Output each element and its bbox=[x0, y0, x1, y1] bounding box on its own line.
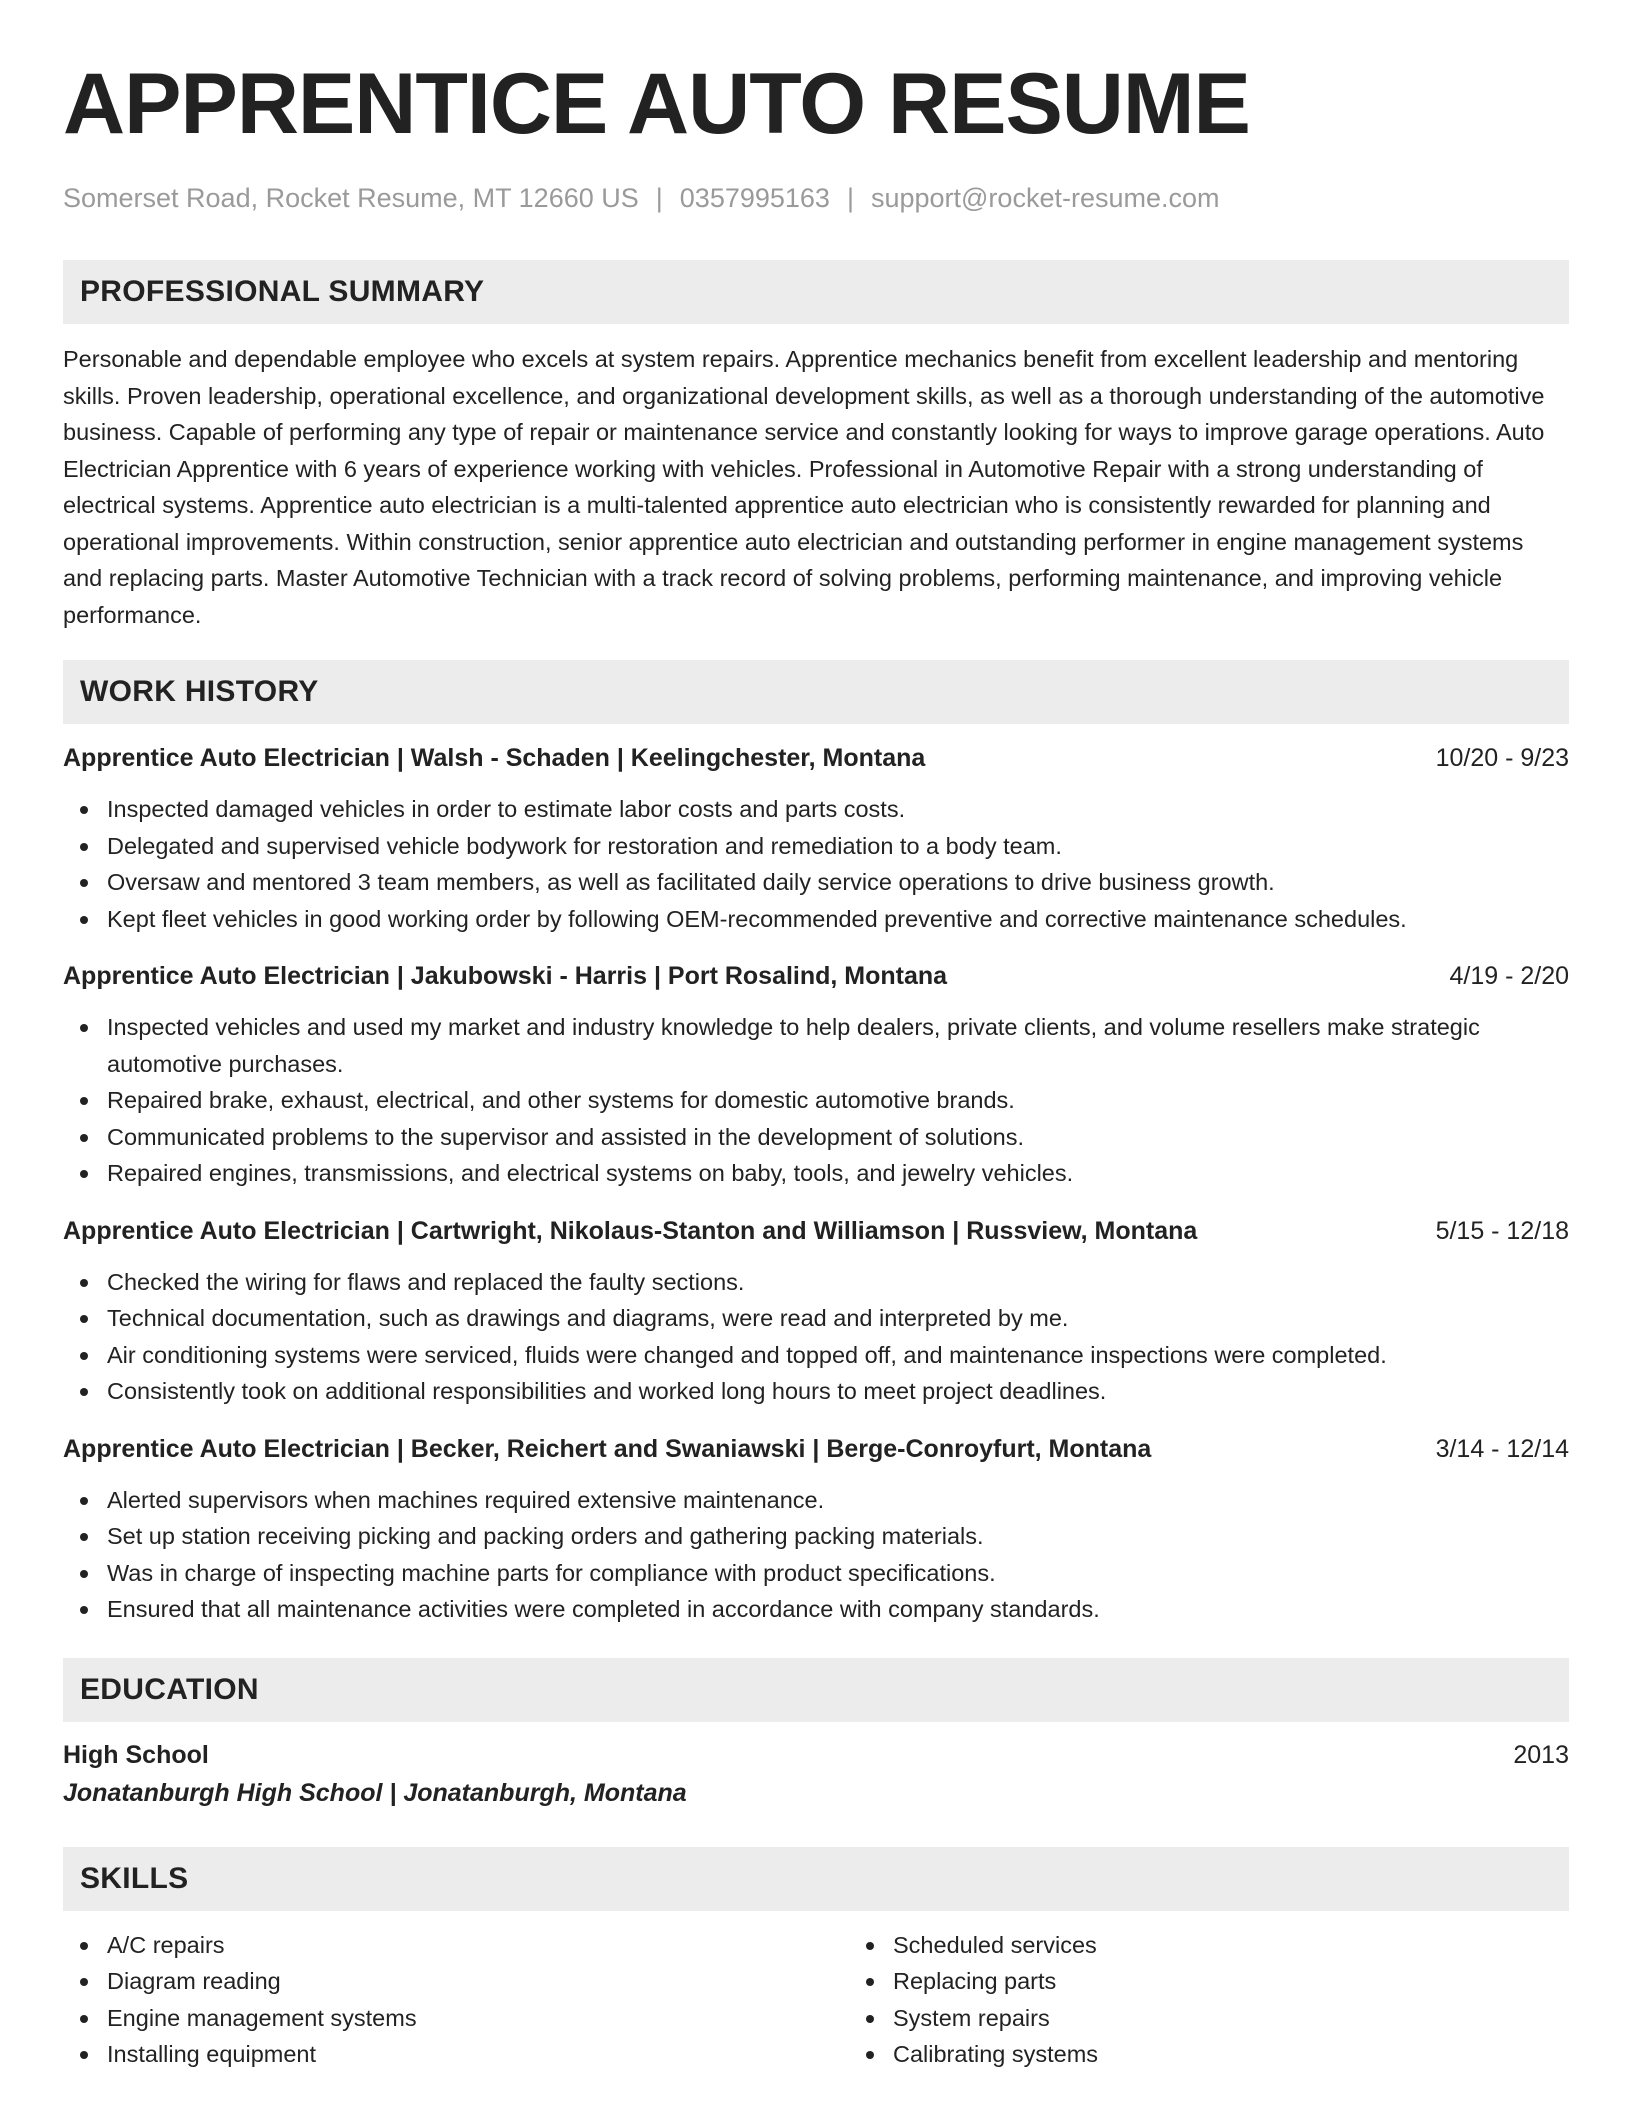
job-bullet: Kept fleet vehicles in good working order by following OEM-recommended preventive and corrective maintenance schedules. bbox=[107, 901, 1569, 938]
skill-item: A/C repairs bbox=[107, 1927, 849, 1964]
skill-item: System repairs bbox=[893, 2000, 1098, 2037]
contact-separator: | bbox=[846, 183, 854, 213]
job-bullet: Oversaw and mentored 3 team members, as well as facilitated daily service operations to drive business growth. bbox=[107, 864, 1569, 901]
job-bullet-list bbox=[63, 1009, 1569, 1192]
skill-item: Engine management systems bbox=[107, 2000, 849, 2037]
job-dates: 4/19 - 2/20 bbox=[1449, 962, 1569, 990]
job-entry bbox=[63, 1432, 1569, 1628]
job-bullet: Repaired brake, exhaust, electrical, and other systems for domestic automotive brands. bbox=[107, 1082, 1569, 1119]
job-dates: 3/14 - 12/14 bbox=[1435, 1434, 1569, 1463]
job-title: Apprentice Auto Electrician | Jakubowski - Harris | Port Rosalind, Montana bbox=[63, 962, 948, 990]
education-degree: High School bbox=[63, 1740, 209, 1769]
contact-phone: 0357995163 bbox=[679, 183, 830, 213]
job-bullet: Inspected damaged vehicles in order to estimate labor costs and parts costs. bbox=[107, 791, 1569, 828]
job-bullet: Repaired engines, transmissions, and electrical systems on baby, tools, and jewelry vehicles. bbox=[107, 1155, 1569, 1192]
section-heading-summary: PROFESSIONAL SUMMARY bbox=[63, 260, 1569, 324]
resume-title: APPRENTICE AUTO RESUME bbox=[63, 56, 1250, 152]
job-title: Apprentice Auto Electrician | Cartwright, Nikolaus-Stanton and Williamson | Russview, Montana bbox=[63, 1216, 1198, 1245]
job-bullet-list bbox=[63, 791, 1569, 937]
contact-address: Somerset Road, Rocket Resume, MT 12660 US bbox=[63, 183, 639, 213]
skill-item: Installing equipment bbox=[107, 2036, 849, 2073]
summary-text: Personable and dependable employee who excels at system repairs. Apprentice mechanics benefit from excellent leadership and mentoring skills. Proven leadership, operational excellence, and organizational development skills, as well as a thorough understanding of the automotive business. Capable of performing any type of repair or maintenance service and constantly looking for ways to improve garage operations. Auto Electrician Apprentice with 6 years of experience working with vehicles. Professional in Automotive Repair with a strong understanding of electrical systems. Apprentice auto electrician is a multi-talented apprentice auto electrician who is consistently rewarded for planning and operational improvements. Within construction, senior apprentice auto electrician and outstanding performer in engine management systems and replacing parts. Master Automotive Technician with a track record of solving problems, performing maintenance, and improving vehicle performance. bbox=[63, 346, 1545, 628]
job-bullet: Ensured that all maintenance activities were completed in accordance with company standards. bbox=[107, 1591, 1569, 1628]
job-bullet: Was in charge of inspecting machine parts for compliance with product specifications. bbox=[107, 1555, 1569, 1592]
education-entry bbox=[63, 1738, 1569, 1772]
job-entry bbox=[63, 1214, 1569, 1410]
job-bullet-list bbox=[63, 1482, 1569, 1628]
section-heading-work-history: WORK HISTORY bbox=[63, 660, 1569, 724]
skills-list-right bbox=[849, 1927, 1098, 2073]
contact-separator: | bbox=[655, 183, 663, 213]
job-title: Apprentice Auto Electrician | Becker, Reichert and Swaniawski | Berge-Conroyfurt, Montana bbox=[63, 1434, 1152, 1463]
job-bullet-list bbox=[63, 1264, 1569, 1410]
job-dates: 10/20 - 9/23 bbox=[1435, 744, 1569, 772]
skill-item: Diagram reading bbox=[107, 1963, 849, 2000]
contact-email: support@rocket-resume.com bbox=[870, 183, 1220, 213]
job-bullet: Air conditioning systems were serviced, fluids were changed and topped off, and maintenance inspections were completed. bbox=[107, 1337, 1569, 1374]
contact-line bbox=[63, 180, 1569, 216]
skill-item: Replacing parts bbox=[893, 1963, 1098, 2000]
job-bullet: Alerted supervisors when machines required extensive maintenance. bbox=[107, 1482, 1569, 1519]
job-bullet: Checked the wiring for flaws and replaced the faulty sections. bbox=[107, 1264, 1569, 1301]
section-heading-education: EDUCATION bbox=[63, 1658, 1569, 1722]
job-entry bbox=[63, 959, 1569, 1192]
section-heading-skills: SKILLS bbox=[63, 1847, 1569, 1911]
education-school: Jonatanburgh High School | Jonatanburgh, Montana bbox=[63, 1778, 687, 1807]
job-bullet: Communicated problems to the supervisor and assisted in the development of solutions. bbox=[107, 1119, 1569, 1156]
job-dates: 5/15 - 12/18 bbox=[1435, 1216, 1569, 1245]
job-bullet: Consistently took on additional responsibilities and worked long hours to meet project deadlines. bbox=[107, 1373, 1569, 1410]
education-year: 2013 bbox=[1513, 1740, 1569, 1769]
job-bullet: Inspected vehicles and used my market and industry knowledge to help dealers, private clients, and volume resellers make strategic automotive purchases. bbox=[107, 1009, 1569, 1082]
job-bullet: Technical documentation, such as drawings and diagrams, were read and interpreted by me. bbox=[107, 1300, 1569, 1337]
skill-item: Scheduled services bbox=[893, 1927, 1098, 1964]
skills-columns bbox=[63, 1927, 1569, 2073]
job-bullet: Delegated and supervised vehicle bodywork for restoration and remediation to a body team. bbox=[107, 828, 1569, 865]
skill-item: Calibrating systems bbox=[893, 2036, 1098, 2073]
skills-list-left bbox=[63, 1927, 849, 2073]
job-title: Apprentice Auto Electrician | Walsh - Schaden | Keelingchester, Montana bbox=[63, 744, 926, 772]
job-entry bbox=[63, 741, 1569, 937]
job-bullet: Set up station receiving picking and packing orders and gathering packing materials. bbox=[107, 1518, 1569, 1555]
